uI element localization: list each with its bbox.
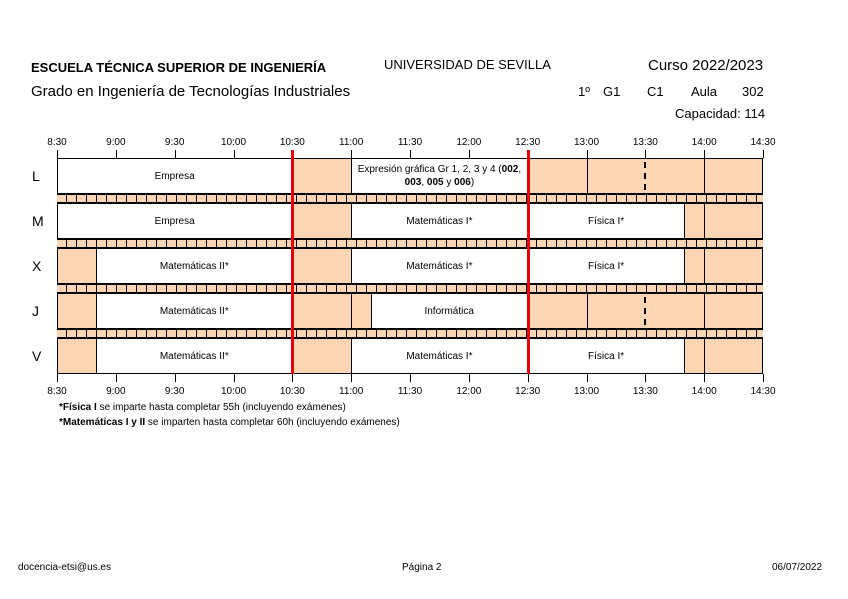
class-block[interactable] (528, 338, 685, 374)
footer-date: 06/07/2022 (772, 562, 823, 573)
time-tick-label: 12:30 (515, 137, 541, 148)
time-tick-label: 11:30 (397, 386, 423, 397)
day-separator (57, 239, 763, 248)
time-tick-mark (292, 374, 293, 382)
time-tick-label: 10:00 (220, 386, 247, 397)
time-tick-mark (234, 374, 235, 382)
time-tick-label: 14:00 (691, 386, 717, 397)
time-tick-mark (528, 374, 529, 382)
class-block[interactable] (351, 158, 528, 194)
time-tick-label: 14:30 (750, 137, 776, 148)
footer-page: Página 2 (402, 562, 442, 573)
class-label: Matemáticas I* (406, 260, 473, 272)
time-tick-label: 11:00 (339, 137, 364, 148)
time-tick-mark (469, 150, 470, 158)
hour-gridline (704, 158, 705, 194)
hour-gridline (704, 338, 705, 374)
class-label: Física I* (588, 350, 625, 362)
class-label: Matemáticas II* (159, 305, 229, 317)
time-tick-label: 13:00 (573, 137, 600, 148)
hour-gridline (587, 293, 588, 329)
class-label: Física I* (588, 260, 625, 272)
time-tick-label: 9:30 (164, 137, 185, 148)
time-tick-label: 12:00 (456, 137, 482, 148)
class-label: Matemáticas II* (159, 350, 229, 362)
school-name: ESCUELA TÉCNICA SUPERIOR DE INGENIERÍA (31, 60, 327, 75)
hour-gridline (704, 248, 705, 284)
day-label: M (32, 213, 44, 229)
group-label: G1 (603, 84, 621, 99)
time-tick-label: 12:00 (456, 386, 482, 397)
room-number: 302 (742, 84, 764, 99)
room-label: Aula (691, 84, 718, 99)
class-block[interactable] (371, 293, 528, 329)
time-tick-mark (351, 150, 352, 158)
hour-gridline (587, 158, 588, 194)
day-separator (57, 194, 763, 203)
hour-gridline (351, 293, 352, 329)
class-label: Expresión gráfica Gr 1, 2, 3 y 4 (002, 003, 005 y 006) (357, 164, 522, 188)
class-label: Matemáticas II* (159, 260, 229, 272)
time-tick-mark (763, 374, 764, 382)
note-fisica: *Física I se imparte hasta completar 55h (incluyendo exámenes) (59, 402, 346, 413)
hour-gridline (704, 203, 705, 239)
class-label: Matemáticas I* (406, 350, 473, 362)
time-tick-label: 11:00 (339, 386, 364, 397)
class-block[interactable] (96, 248, 292, 284)
class-block[interactable] (96, 293, 292, 329)
time-tick-label: 14:30 (750, 386, 776, 397)
university-name: UNIVERSIDAD DE SEVILLA (384, 57, 551, 72)
note-matematicas: *Matemáticas I y II se imparten hasta completar 60h (incluyendo exámenes) (59, 417, 400, 428)
time-tick-label: 12:30 (515, 386, 541, 397)
time-tick-mark (587, 150, 588, 158)
class-block[interactable] (528, 203, 685, 239)
time-tick-label: 13:30 (632, 137, 658, 148)
day-label: J (32, 303, 39, 319)
class-block[interactable] (351, 248, 528, 284)
class-label: Empresa (154, 170, 195, 182)
day-label: L (32, 168, 40, 184)
hour-gridline (704, 293, 705, 329)
time-tick-mark (57, 374, 58, 382)
class-block[interactable] (57, 158, 292, 194)
capacity-label: Capacidad: 114 (675, 106, 766, 121)
time-tick-mark (57, 150, 58, 158)
time-tick-mark (175, 374, 176, 382)
half-hour-dash (644, 297, 646, 325)
degree-title: Grado en Ingeniería de Tecnologías Industriales (31, 83, 351, 100)
time-tick-mark (645, 150, 646, 158)
time-tick-label: 9:00 (106, 386, 126, 397)
half-hour-dash (644, 162, 646, 190)
time-tick-label: 14:00 (691, 137, 717, 148)
day-label: V (32, 348, 42, 364)
class-block[interactable] (351, 338, 528, 374)
time-tick-mark (645, 374, 646, 382)
time-tick-label: 9:30 (164, 386, 185, 397)
day-separator (57, 284, 763, 293)
time-tick-mark (410, 374, 411, 382)
time-tick-mark (704, 374, 705, 382)
day-separator (57, 329, 763, 338)
timetable-grid (57, 158, 763, 374)
class-block[interactable] (57, 203, 292, 239)
time-tick-label: 9:00 (106, 137, 126, 148)
day-label: X (32, 258, 42, 274)
time-tick-label: 10:30 (279, 386, 305, 397)
time-tick-label: 11:30 (397, 137, 423, 148)
time-tick-mark (351, 374, 352, 382)
class-block[interactable] (528, 248, 685, 284)
footer-email[interactable]: docencia-etsi@us.es (18, 562, 111, 573)
class-label: Matemáticas I* (406, 215, 473, 227)
time-tick-label: 13:00 (573, 386, 600, 397)
time-tick-mark (469, 374, 470, 382)
class-label: Empresa (154, 215, 195, 227)
class-label: Física I* (588, 215, 625, 227)
time-tick-mark (587, 374, 588, 382)
time-tick-label: 10:00 (220, 137, 247, 148)
time-tick-label: 8:30 (47, 137, 67, 148)
time-tick-label: 10:30 (279, 137, 305, 148)
time-tick-label: 8:30 (47, 386, 67, 397)
red-marker-line (291, 150, 294, 374)
time-tick-label: 13:30 (632, 386, 658, 397)
time-tick-mark (704, 150, 705, 158)
time-tick-mark (763, 150, 764, 158)
course-year: Curso 2022/2023 (648, 57, 764, 74)
red-marker-line (527, 150, 530, 374)
time-tick-mark (116, 374, 117, 382)
class-block[interactable] (96, 338, 292, 374)
time-tick-mark (410, 150, 411, 158)
time-tick-mark (116, 150, 117, 158)
year-label: 1º (578, 84, 590, 99)
time-tick-mark (175, 150, 176, 158)
period-label: C1 (647, 84, 664, 99)
class-block[interactable] (351, 203, 528, 239)
time-tick-mark (234, 150, 235, 158)
class-label: Informática (424, 305, 474, 317)
